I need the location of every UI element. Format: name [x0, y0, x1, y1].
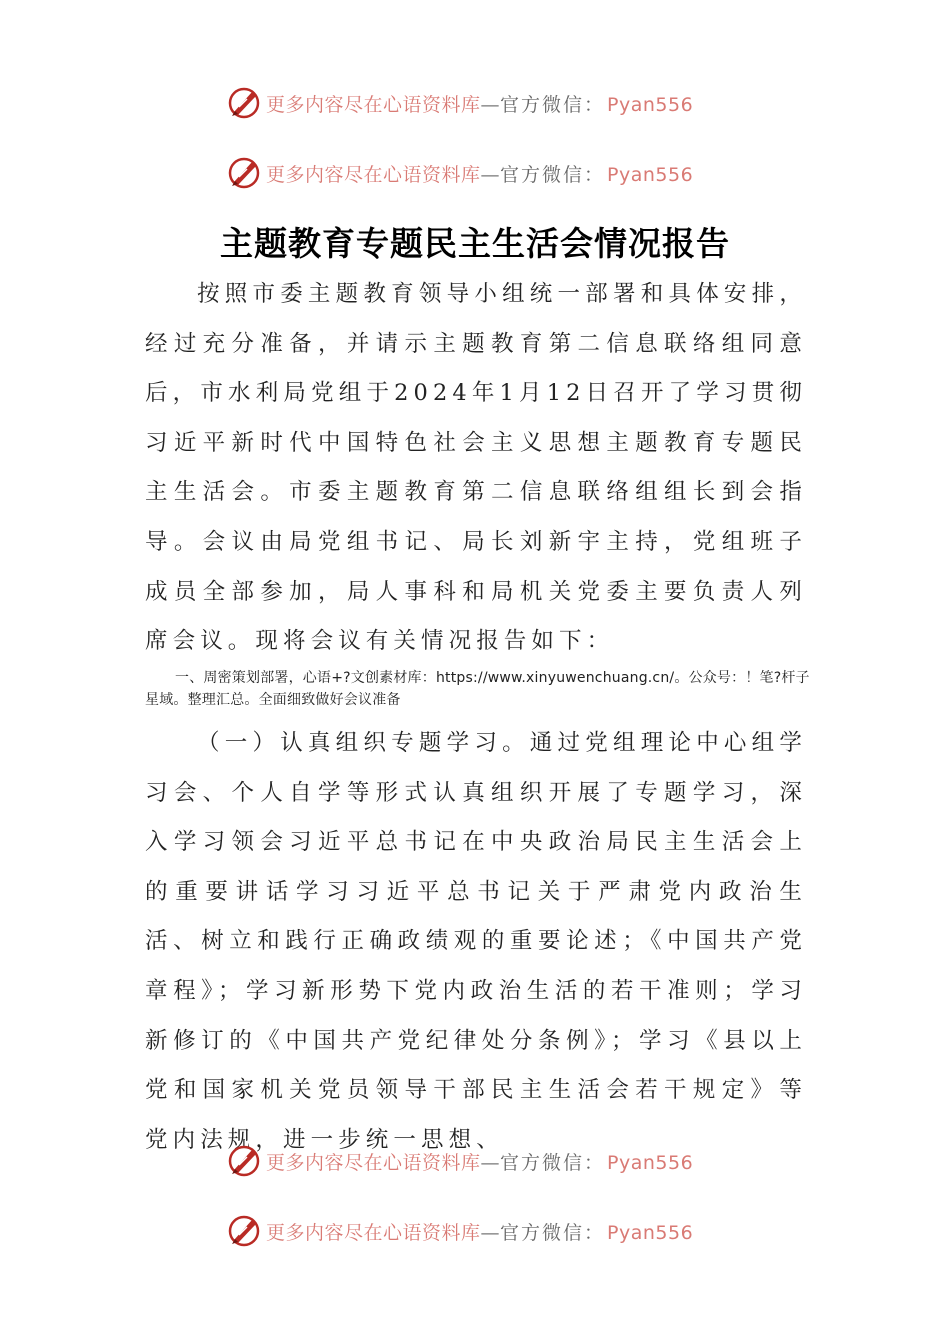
watermark-banner-top-1	[226, 85, 726, 121]
watermark-text: 更多内容尽在心语资料库	[266, 163, 481, 186]
watermark-text: 更多内容尽在心语资料库	[266, 93, 481, 116]
watermark-banner-bottom-1	[226, 1143, 726, 1179]
watermark-dash: —	[480, 1151, 501, 1174]
section-heading-note: 一、周密策划部署，心语+?文创素材库：https://www.xinyuwenchuang.cn/。公众号：！笔?杆子星域。整理汇总。全面细致做好会议准备	[145, 670, 810, 708]
watermark-wechat-id: Pyan556	[607, 163, 694, 186]
watermark-text: 更多内容尽在心语资料库	[266, 1151, 481, 1174]
watermark-wechat-label: 官方微信：	[500, 1151, 606, 1174]
pen-logo-icon	[226, 155, 262, 191]
watermark-dash: —	[480, 1221, 501, 1244]
document-title: 主题教育专题民主生活会情况报告	[220, 224, 730, 263]
watermark-wechat-label: 官方微信：	[500, 1221, 606, 1244]
watermark-wechat-label: 官方微信：	[500, 163, 606, 186]
watermark-wechat-id: Pyan556	[607, 93, 694, 116]
study-paragraph: （一）认真组织专题学习。通过党组理论中心组学习会、个人自学等形式认真组织开展了专题学习，深入学习领会习近平总书记在中央政治局民主生活会上的重要讲话学习习近平总书记关于严肃党内政治生活、树立和践行正确政绩观的重要论述；《中国共产党章程》；学习新形势下党内政治生活的若干准则；学习新修订的《中国共产党纪律处分条例》；学习《县以上党和国家机关党员领导干部民主生活会若干规定》等党内法规，进一步统一思想、	[145, 730, 807, 1153]
pen-logo-icon	[226, 1143, 262, 1179]
watermark-banner-top-2	[226, 155, 726, 191]
watermark-wechat-id: Pyan556	[607, 1221, 694, 1244]
watermark-dash: —	[480, 163, 501, 186]
pen-logo-icon	[226, 1213, 262, 1249]
watermark-dash: —	[480, 93, 501, 116]
watermark-wechat-label: 官方微信：	[500, 93, 606, 116]
intro-paragraph: 按照市委主题教育领导小组统一部署和具体安排，经过充分准备，并请示主题教育第二信息联络组同意后，市水利局党组于2024年1月12日召开了学习贯彻习近平新时代中国特色社会主义思想主题教育专题民主生活会。市委主题教育第二信息联络组组长到会指导。会议由局党组书记、局长刘新宇主持，党组班子成员全部参加，局人事科和局机关党委主要负责人列席会议。现将会议有关情况报告如下：	[145, 281, 807, 655]
watermark-text: 更多内容尽在心语资料库	[266, 1221, 481, 1244]
pen-logo-icon	[226, 85, 262, 121]
watermark-banner-bottom-2	[226, 1213, 726, 1249]
watermark-wechat-id: Pyan556	[607, 1151, 694, 1174]
